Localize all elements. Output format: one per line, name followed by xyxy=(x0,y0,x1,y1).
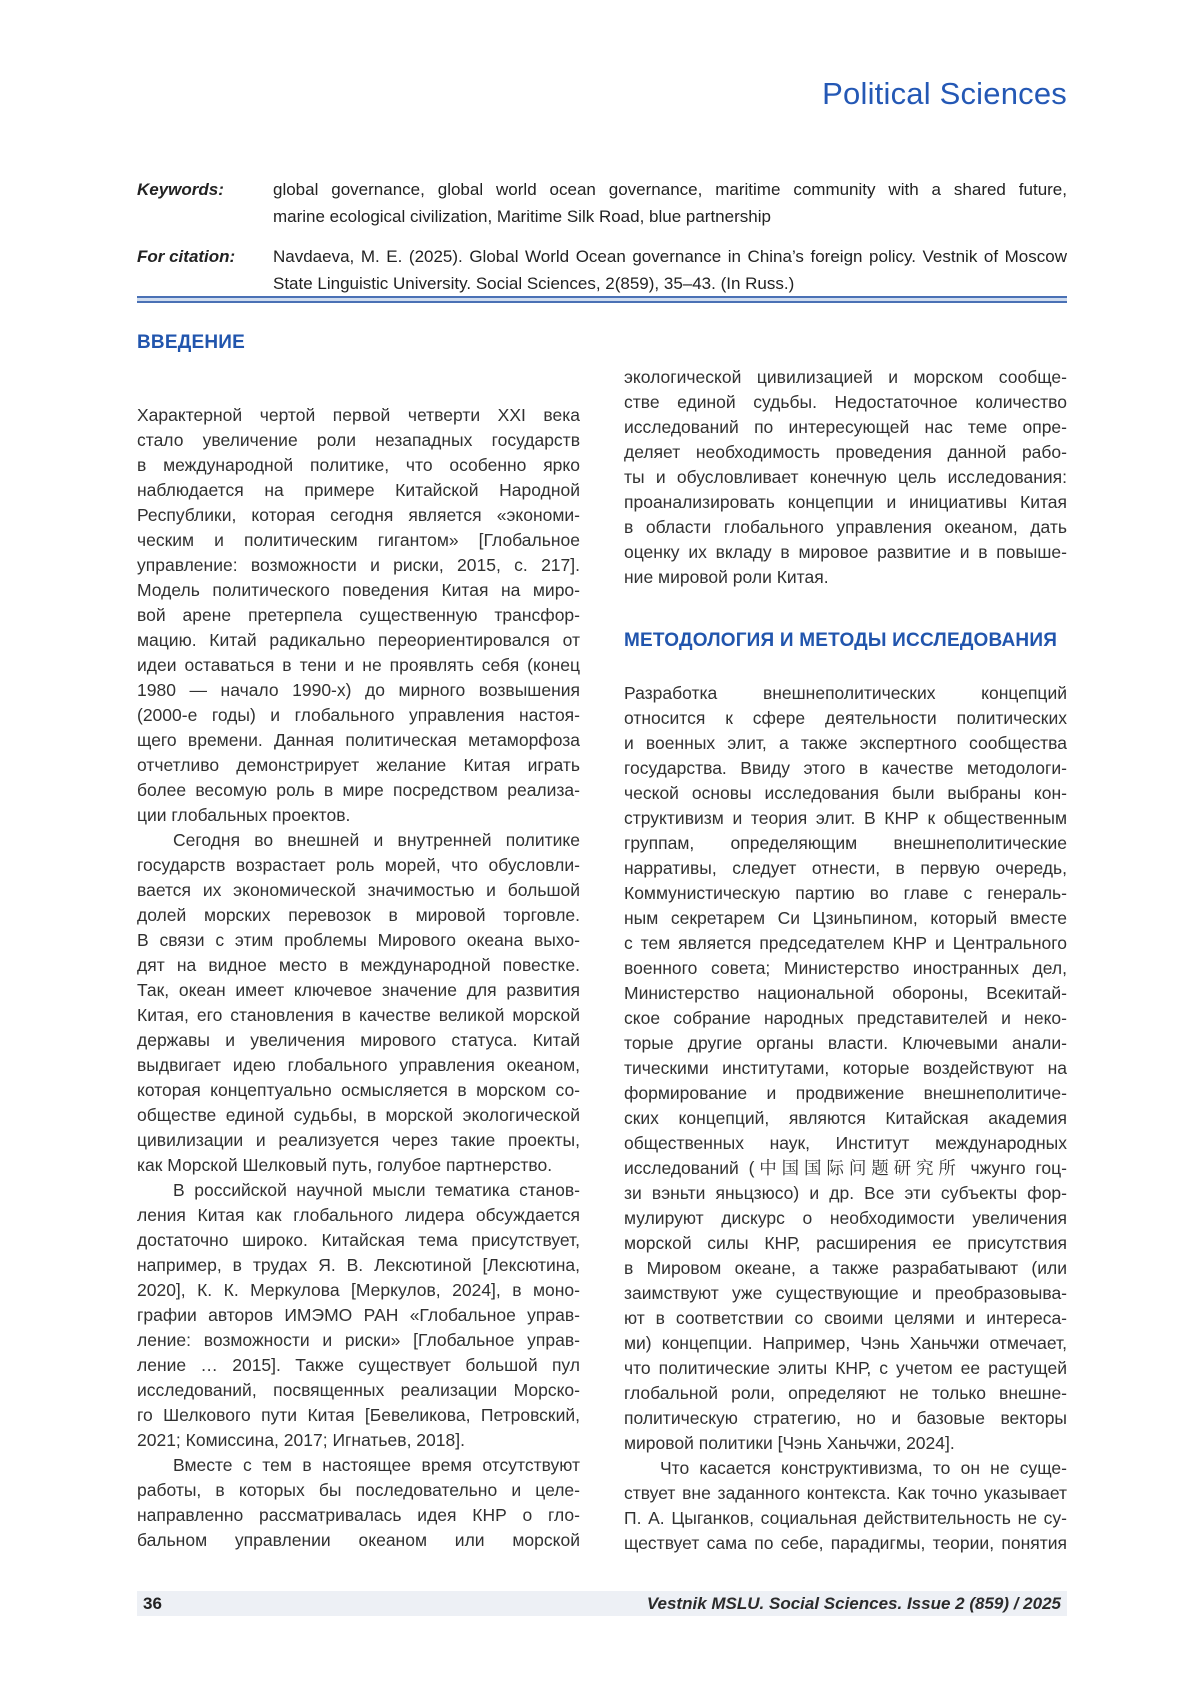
text-line: графии авторов ИМЭМО РАН «Глобальное управ- xyxy=(137,1305,580,1325)
text-line: ми) концепции. Например, Чэнь Ханьчжи отмечает, xyxy=(624,1333,1067,1353)
text-line: ление … 2015]. Также существует большой пул xyxy=(137,1355,580,1375)
text-line: мулируют дискурс о необходимости увеличения xyxy=(624,1208,1067,1228)
text-line: отчетливо демонстрирует желание Китая играть xyxy=(137,755,580,775)
right-column xyxy=(624,330,1067,1556)
text-line: 2021; Комиссина, 2017; Игнатьев, 2018]. xyxy=(137,1430,465,1450)
text-line: Республики, которая сегодня является «экономи- xyxy=(137,505,580,525)
text-line: мацию. Китай радикально переориентировался от xyxy=(137,630,580,650)
text-line: проанализировать концепции и инициативы Китая xyxy=(624,492,1067,512)
text-line: структивизм и теория элит. В КНР к общественным xyxy=(624,808,1067,828)
text-line: работы, в которых бы последовательно и целе- xyxy=(137,1480,580,1500)
text-line: государств возрастает роль морей, что обусловли- xyxy=(137,855,580,875)
text-line: дят на видное место в международной повестке. xyxy=(137,955,580,975)
text-line: ческим и политическим гигантом» [Глобальное xyxy=(137,530,580,550)
text-line: оценку их вкладу в мировое развитие и в повыше- xyxy=(624,542,1067,562)
paragraph xyxy=(137,1453,580,1553)
text-line: в Мировом океане, а также разрабатывают (или xyxy=(624,1258,1067,1278)
text-line: ты и обусловливает конечную цель исследования: xyxy=(624,467,1067,487)
text-line: Китая, его становления в качестве великой морской xyxy=(137,1005,580,1025)
keywords-text xyxy=(273,176,1067,230)
text-line: исследований по интересующей нас теме опре- xyxy=(624,417,1067,437)
text-line: формирование и продвижение внешнеполитиче- xyxy=(624,1083,1067,1103)
text-line: которая концептуально осмысляется в морском со- xyxy=(137,1080,580,1100)
text-line: военного совета; Министерство иностранных дел, xyxy=(624,958,1067,978)
text-line: ции глобальных проектов. xyxy=(137,805,351,825)
text-line: экологической цивилизацией и морском сообще- xyxy=(624,367,1067,387)
text-line: 1980 — начало 1990-х) до мирного возвышения xyxy=(137,680,580,700)
text-line: группам, определяющим внешнеполитические xyxy=(624,833,1067,853)
text-line: ческой основы исследования были выбраны кон- xyxy=(624,783,1067,803)
article-meta-block xyxy=(137,176,1067,297)
text-line: например, в трудах Я. В. Лексютиной [Лексютина, xyxy=(137,1255,580,1275)
text-line: что политические элиты КНР, с учетом ее растущей xyxy=(624,1358,1067,1378)
text-line: стало увеличение роли незападных государств xyxy=(137,430,580,450)
text-line: ществует сама по себе, парадигмы, теории, понятия xyxy=(624,1533,1067,1553)
text-line: зи вэньти яньцзюсо) и др. Все эти субъекты фор- xyxy=(624,1183,1067,1203)
paragraph xyxy=(624,681,1067,1456)
text-line: Модель политического поведения Китая на миро- xyxy=(137,580,580,600)
text-line: ских концепций, являются Китайская академия xyxy=(624,1108,1067,1128)
text-line: Что касается конструктивизма, то он не суще- xyxy=(660,1458,1067,1478)
journal-reference: Vestnik MSLU. Social Sciences. Issue 2 (859) / 2025 xyxy=(646,1593,1061,1613)
text-line: морской силы КНР, расширения ее присутствия xyxy=(624,1233,1067,1253)
text-line: как Морской Шелковый путь, голубое партнерство. xyxy=(137,1155,553,1175)
text-line: деляет необходимость проведения данной рабо- xyxy=(624,442,1067,462)
text-line: исследований (中国国际问题研究所 чжунго гоц- xyxy=(624,1158,1067,1178)
citation-text xyxy=(273,243,1067,297)
left-column xyxy=(137,330,580,1556)
text-line: Вместе с тем в настоящее время отсутствуют xyxy=(173,1455,580,1475)
text-line: политическую стратегию, но и базовые векторы xyxy=(624,1408,1067,1428)
paragraph xyxy=(137,1178,580,1453)
paragraph xyxy=(624,365,1067,590)
text-line: исследований, посвященных реализации Морско- xyxy=(137,1380,580,1400)
text-line: глобальной роли, определяют не только внешне- xyxy=(624,1383,1067,1403)
text-line: Министерство национальной обороны, Всекитай- xyxy=(624,983,1067,1003)
text-line: ление: возможности и риски» [Глобальное управ- xyxy=(137,1330,580,1350)
text-line: нарративы, следует отнести, в первую очередь, xyxy=(624,858,1067,878)
text-line: Разработка внешнеполитических концепций xyxy=(624,683,1067,703)
paragraph xyxy=(137,828,580,1178)
text-line: идеи оставаться в тени и не проявлять себя (конец xyxy=(137,655,580,675)
text-line: ют в соответствии со своими целями и интереса- xyxy=(624,1308,1067,1328)
text-line: достаточно широко. Китайская тема присутствует, xyxy=(137,1230,580,1250)
text-line: стве единой судьбы. Недостаточное количество xyxy=(624,392,1067,412)
text-line: Коммунистическую партию во главе с генераль- xyxy=(624,883,1067,903)
text-line: го Шелкового пути Китая [Бевеликова, Петровский, xyxy=(137,1405,580,1425)
text-line: в области глобального управления океаном, дать xyxy=(624,517,1067,537)
text-line: с тем является председателем КНР и Центрального xyxy=(624,933,1067,953)
text-line: ние мировой роли Китая. xyxy=(624,567,829,587)
text-line: более весомую роль в мире посредством реализа- xyxy=(137,780,580,800)
text-line: тическими институтами, которые воздействуют на xyxy=(624,1058,1067,1078)
text-line: вой арене претерпела существенную трансфор- xyxy=(137,605,580,625)
text-line: относится к сфере деятельности политических xyxy=(624,708,1067,728)
text-line: ствует вне заданного контекста. Как точно указывает xyxy=(624,1483,1067,1503)
citation-label: For citation: xyxy=(137,247,236,266)
text-line: State Linguistic University. Social Sciences, 2(859), 35–43. (In Russ.) xyxy=(273,274,795,293)
text-line: ным секретарем Си Цзиньпином, который вместе xyxy=(624,908,1067,928)
section-heading: ВВЕДЕНИЕ xyxy=(137,332,245,353)
section-heading: МЕТОДОЛОГИЯ И МЕТОДЫ ИССЛЕДОВАНИЯ xyxy=(624,630,1058,651)
text-line: управление: возможности и риски, 2015, с. 217]. xyxy=(137,555,580,575)
text-line: направленно рассматривалась идея КНР о гло- xyxy=(137,1505,580,1525)
text-line: вается их экономической значимостью и большой xyxy=(137,880,580,900)
text-line: щего времени. Данная политическая метаморфоза xyxy=(137,730,580,750)
text-line: и военных элит, а также экспертного сообщества xyxy=(624,733,1067,753)
text-line: ское собрание народных представителей и неко- xyxy=(624,1008,1067,1028)
text-line: бальном управлении океаном или морской xyxy=(137,1530,580,1550)
paragraph xyxy=(624,1456,1067,1556)
paragraph xyxy=(137,403,580,828)
text-line: Так, океан имеет ключевое значение для развития xyxy=(137,980,580,1000)
text-line: в международной политике, что особенно ярко xyxy=(137,455,580,475)
page-header-section-title: Political Sciences xyxy=(822,76,1067,111)
text-line: В связи с этим проблемы Мирового океана выхо- xyxy=(137,930,580,950)
text-line: 2020], К. К. Меркулова [Меркулов, 2024], в моно- xyxy=(137,1280,580,1300)
keywords-label: Keywords: xyxy=(137,180,224,199)
text-line: долей морских перевозок в мировой торговле. xyxy=(137,905,580,925)
text-line: государства. Ввиду этого в качестве методологи- xyxy=(624,758,1067,778)
text-line: (2000-е годы) и глобального управления настоя- xyxy=(137,705,580,725)
text-line: державы и увеличения мирового статуса. Китай xyxy=(137,1030,580,1050)
footer-bar xyxy=(137,1591,1067,1616)
text-line: заимствуют уже существующие и преобразовыва- xyxy=(624,1283,1067,1303)
article-body xyxy=(137,330,1067,1556)
text-line: общественных наук, Институт международных xyxy=(624,1133,1067,1153)
text-line: наблюдается на примере Китайской Народной xyxy=(137,480,580,500)
text-line: мировой политики [Чэнь Ханьчжи, 2024]. xyxy=(624,1433,955,1453)
text-line: В российской научной мысли тематика станов- xyxy=(173,1180,580,1200)
text-line: Характерной чертой первой четверти XXI века xyxy=(137,405,580,425)
text-line: ления Китая как глобального лидера обсуждается xyxy=(137,1205,580,1225)
text-line: П. А. Цыганков, социальная действительность не су- xyxy=(624,1508,1067,1528)
text-line: обществе единой судьбы, в морской экологической xyxy=(137,1105,580,1125)
text-line: цивилизации и реализуется через такие проекты, xyxy=(137,1130,580,1150)
text-line: выдвигает идею глобального управления океаном, xyxy=(137,1055,580,1075)
text-line: торые другие органы власти. Ключевыми анали- xyxy=(624,1033,1067,1053)
header-divider-rule xyxy=(137,296,1067,303)
citation-row xyxy=(137,243,1067,297)
keywords-row xyxy=(137,176,1067,230)
text-line: Сегодня во внешней и внутренней политике xyxy=(173,830,580,850)
text-line: Navdaeva, M. E. (2025). Global World Ocean governance in China’s foreign policy. Vestnik of Moscow xyxy=(273,247,1067,266)
page-number: 36 xyxy=(143,1593,162,1613)
text-line: global governance, global world ocean governance, maritime community with a shared future, xyxy=(273,180,1067,199)
text-line: marine ecological civilization, Maritime Silk Road, blue partnership xyxy=(273,207,771,226)
